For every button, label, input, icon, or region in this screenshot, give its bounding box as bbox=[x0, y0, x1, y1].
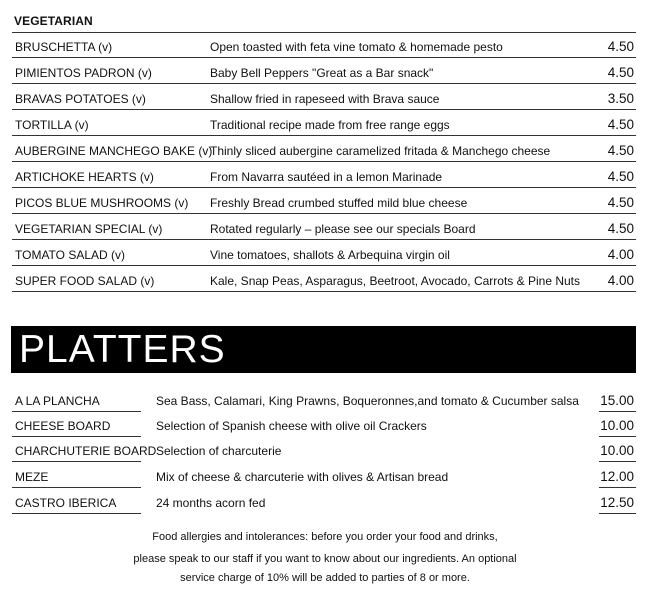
item-description: Freshly Bread crumbed stuffed mild blue cheese bbox=[210, 196, 468, 210]
item-description: Kale, Snap Peas, Asparagus, Beetroot, Avocado, Carrots & Pine Nuts bbox=[210, 274, 580, 288]
menu-item bbox=[12, 240, 636, 266]
price-underline bbox=[599, 513, 636, 514]
item-price: 4.00 bbox=[607, 247, 634, 262]
item-price: 10.00 bbox=[600, 443, 634, 458]
item-name: A LA PLANCHA bbox=[15, 394, 100, 408]
item-name: CHEESE BOARD bbox=[15, 419, 111, 433]
item-name: BRAVAS POTATOES (v) bbox=[15, 92, 146, 106]
item-price: 4.50 bbox=[607, 117, 634, 132]
item-description: Thinly sliced aubergine caramelized fritada & Manchego cheese bbox=[210, 144, 551, 158]
item-description: Shallow fried in rapeseed with Brava sauce bbox=[210, 92, 440, 106]
item-description: Baby Bell Peppers "Great as a Bar snack" bbox=[210, 66, 434, 80]
item-description: Mix of cheese & charcuterie with olives & Artisan bread bbox=[156, 470, 449, 484]
menu-item bbox=[12, 266, 636, 292]
name-underline bbox=[12, 513, 141, 514]
item-name: CHARCHUTERIE BOARD bbox=[15, 444, 157, 458]
item-price: 3.50 bbox=[607, 91, 634, 106]
item-price: 15.00 bbox=[600, 393, 634, 408]
item-name: ARTICHOKE HEARTS (v) bbox=[15, 170, 154, 184]
menu-item bbox=[12, 136, 636, 162]
divider bbox=[12, 291, 636, 292]
platters-heading: PLATTERS bbox=[19, 328, 226, 371]
menu-item bbox=[12, 489, 636, 514]
item-price: 4.50 bbox=[607, 143, 634, 158]
item-description: Sea Bass, Calamari, King Prawns, Boqueronnes,and tomato & Cucumber salsa bbox=[156, 394, 579, 408]
menu-item bbox=[12, 58, 636, 84]
platters-banner bbox=[11, 326, 636, 373]
item-name: TORTILLA (v) bbox=[15, 118, 89, 132]
menu-item bbox=[12, 188, 636, 214]
item-name: MEZE bbox=[15, 470, 49, 484]
allergy-notice-line-2: please speak to our staff if you want to know about our ingredients. An optional bbox=[133, 553, 517, 565]
item-description: Traditional recipe made from free range eggs bbox=[210, 118, 450, 132]
menu-item bbox=[12, 110, 636, 136]
menu-item bbox=[12, 84, 636, 110]
item-description: Selection of Spanish cheese with olive oil Crackers bbox=[156, 419, 427, 433]
menu-item bbox=[12, 412, 636, 437]
item-price: 4.50 bbox=[607, 65, 634, 80]
item-name: PICOS BLUE MUSHROOMS (v) bbox=[15, 196, 189, 210]
item-name: AUBERGINE MANCHEGO BAKE (v) bbox=[15, 144, 213, 158]
item-description: Vine tomatoes, shallots & Arbequina virgin oil bbox=[210, 248, 450, 262]
menu-item bbox=[12, 214, 636, 240]
name-underline bbox=[12, 487, 141, 488]
menu-item bbox=[12, 32, 636, 58]
item-description: From Navarra sautéed in a lemon Marinade bbox=[210, 170, 443, 184]
item-price: 4.50 bbox=[607, 169, 634, 184]
item-price: 4.50 bbox=[607, 39, 634, 54]
price-underline bbox=[599, 487, 636, 488]
item-price: 12.50 bbox=[600, 495, 634, 510]
vegetarian-heading: VEGETARIAN bbox=[14, 14, 93, 28]
service-charge-notice: service charge of 10% will be added to parties of 8 or more. bbox=[180, 572, 470, 584]
item-name: VEGETARIAN SPECIAL (v) bbox=[15, 222, 163, 236]
item-description: Rotated regularly – please see our specials Board bbox=[210, 222, 476, 236]
item-price: 10.00 bbox=[600, 418, 634, 433]
item-description: Selection of charcuterie bbox=[156, 444, 282, 458]
item-price: 4.00 bbox=[607, 273, 634, 288]
item-name: CASTRO IBERICA bbox=[15, 496, 117, 510]
item-price: 12.00 bbox=[600, 469, 634, 484]
item-price: 4.50 bbox=[607, 221, 634, 236]
menu-item bbox=[12, 437, 636, 462]
item-price: 4.50 bbox=[607, 195, 634, 210]
item-name: TOMATO SALAD (v) bbox=[15, 248, 126, 262]
name-underline bbox=[12, 461, 141, 462]
allergy-notice-line-1: Food allergies and intolerances: before you order your food and drinks, bbox=[152, 531, 498, 543]
divider bbox=[12, 32, 636, 33]
menu-item bbox=[12, 162, 636, 188]
menu-item bbox=[12, 387, 636, 412]
menu-item bbox=[12, 463, 636, 488]
item-name: BRUSCHETTA (v) bbox=[15, 40, 113, 54]
item-description: 24 months acorn fed bbox=[156, 496, 266, 510]
item-name: SUPER FOOD SALAD (v) bbox=[15, 274, 155, 288]
price-underline bbox=[599, 461, 636, 462]
item-name: PIMIENTOS PADRON (v) bbox=[15, 66, 152, 80]
item-description: Open toasted with feta vine tomato & homemade pesto bbox=[210, 40, 503, 54]
